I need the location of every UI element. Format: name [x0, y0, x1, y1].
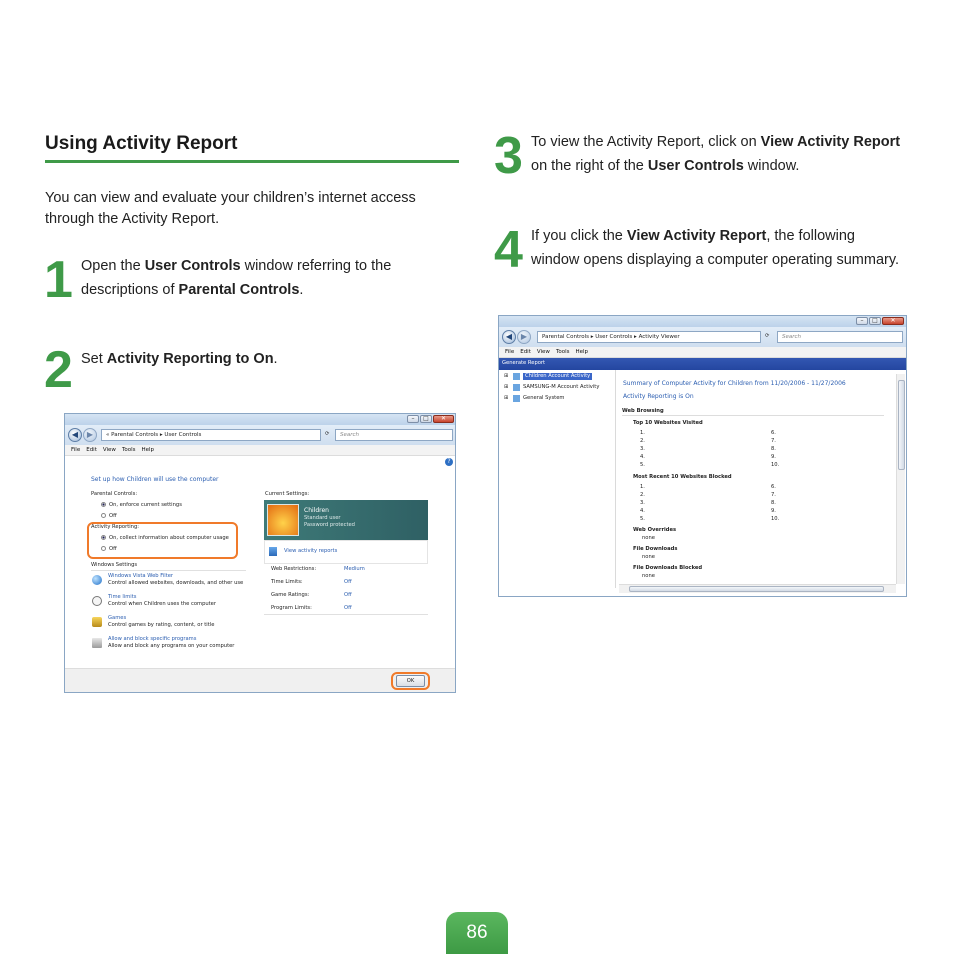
- top10-left-2: 2.: [640, 438, 645, 444]
- time-limits-desc: Control when Children uses the computer: [108, 601, 217, 607]
- web-overrides-value: none: [642, 535, 655, 541]
- section-title: Using Activity Report: [45, 133, 238, 154]
- top10-right-10: 10.: [771, 462, 780, 468]
- report-icon: [269, 547, 277, 556]
- forward-arrow-icon[interactable]: ▶: [83, 428, 97, 442]
- radio-icon[interactable]: [101, 502, 106, 507]
- summary-label-3: Program Limits:: [271, 605, 312, 611]
- tree-expander-icon[interactable]: ⊞: [504, 373, 509, 379]
- blocked-right-10: 10.: [771, 516, 780, 522]
- user-password-status: Password protected: [304, 522, 355, 528]
- parental-on-option[interactable]: On, enforce current settings: [101, 502, 182, 509]
- maximize-icon[interactable]: □: [420, 415, 432, 423]
- time-limits-link[interactable]: Time limits: [108, 594, 137, 600]
- reporting-status: Activity Reporting is On: [623, 393, 694, 400]
- top10-right-7: 7.: [771, 438, 776, 444]
- parental-controls-label: Parental Controls:: [91, 491, 138, 497]
- divider: [264, 614, 428, 615]
- section-rule: [45, 160, 459, 163]
- activity-viewer-screenshot: [498, 315, 907, 597]
- address-bar[interactable]: « Parental Controls ▸ User Controls: [101, 429, 321, 441]
- menu-file[interactable]: File: [71, 447, 81, 453]
- intro-text: You can view and evaluate your children’s internet access through the Activity Report.: [45, 190, 416, 227]
- reporting-on-option[interactable]: On, collect information about computer usage: [101, 535, 229, 542]
- reporting-off-option[interactable]: Off: [101, 546, 117, 553]
- step-3-text: To view the Activity Report, click on View Activity Report on the right of the User Controls window.: [531, 134, 901, 174]
- top10-right-9: 9.: [771, 454, 776, 460]
- summary-value-0: Medium: [344, 566, 365, 572]
- address-bar[interactable]: Parental Controls ▸ User Controls ▸ Activity Viewer: [537, 331, 761, 343]
- step-1-text: Open the User Controls window referring to the descriptions of Parental Controls.: [81, 258, 392, 298]
- back-arrow-icon[interactable]: ◀: [68, 428, 82, 442]
- tree-expander-icon[interactable]: ⊞: [504, 395, 509, 401]
- vertical-scrollbar[interactable]: [896, 374, 905, 584]
- refresh-icon[interactable]: ⟳: [765, 333, 770, 339]
- top10-left-5: 5.: [640, 462, 645, 468]
- top10-left-4: 4.: [640, 454, 645, 460]
- file-downloads-blocked-heading: File Downloads Blocked: [633, 565, 703, 571]
- scroll-thumb[interactable]: [629, 586, 884, 592]
- programs-desc: Allow and block any programs on your computer: [108, 643, 235, 649]
- blocked-right-8: 8.: [771, 500, 776, 506]
- refresh-icon[interactable]: ⟳: [325, 431, 330, 437]
- menu-tools[interactable]: Tools: [121, 447, 136, 453]
- generate-report-bar: [499, 358, 907, 370]
- address-row: [65, 425, 455, 445]
- setup-heading: Set up how Children will use the computer: [91, 476, 219, 483]
- address-row: [499, 327, 906, 347]
- generate-report-button[interactable]: Generate Report: [502, 360, 546, 366]
- blocked-heading: Most Recent 10 Websites Blocked: [633, 474, 732, 480]
- scroll-thumb[interactable]: [898, 380, 905, 470]
- pane-divider: [615, 370, 616, 588]
- back-arrow-icon[interactable]: ◀: [502, 330, 516, 344]
- step-3-number: 3: [494, 127, 521, 185]
- file-downloads-blocked-value: none: [642, 573, 655, 579]
- user-avatar: [267, 504, 299, 536]
- parental-off-option[interactable]: Off: [101, 513, 117, 520]
- minimize-icon[interactable]: –: [856, 317, 868, 325]
- blocked-left-4: 4.: [640, 508, 645, 514]
- search-input[interactable]: Search: [335, 429, 453, 441]
- summary-label-2: Game Ratings:: [271, 592, 310, 598]
- web-overrides-heading: Web Overrides: [633, 527, 677, 533]
- program-icon: [92, 638, 102, 648]
- menu-bar: [499, 347, 906, 358]
- step-1-number: 1: [44, 251, 71, 309]
- programs-link[interactable]: Allow and block specific programs: [108, 636, 197, 642]
- clock-icon: [92, 596, 102, 606]
- help-icon[interactable]: ?: [445, 458, 453, 466]
- top10-right-8: 8.: [771, 446, 776, 452]
- ok-highlight: [391, 672, 430, 690]
- search-input[interactable]: Search: [777, 331, 903, 343]
- page-number: 86: [446, 912, 508, 954]
- step-4-number: 4: [494, 221, 521, 279]
- activity-reporting-label: Activity Reporting:: [91, 524, 140, 530]
- tree-expander-icon[interactable]: ⊞: [504, 384, 509, 390]
- web-filter-desc: Control allowed websites, downloads, and other use: [108, 580, 244, 586]
- tree-item-general[interactable]: General System: [523, 395, 565, 401]
- view-activity-reports-link[interactable]: View activity reports: [284, 548, 338, 554]
- menu-bar: [65, 445, 455, 456]
- web-browsing-heading: Web Browsing: [622, 408, 664, 414]
- reporting-highlight: [87, 522, 238, 559]
- folder-icon: [513, 395, 520, 402]
- summary-value-1: Off: [344, 579, 352, 585]
- blocked-right-7: 7.: [771, 492, 776, 498]
- globe-icon: [92, 575, 102, 585]
- summary-label-1: Time Limits:: [271, 579, 303, 585]
- user-card: [264, 500, 428, 540]
- summary-label-0: Web Restrictions:: [271, 566, 317, 572]
- games-link[interactable]: Games: [108, 615, 127, 621]
- windows-settings-label: Windows Settings: [91, 562, 138, 568]
- menu-view[interactable]: View: [102, 447, 116, 453]
- menu-edit[interactable]: Edit: [520, 349, 531, 355]
- top10-heading: Top 10 Websites Visited: [633, 420, 703, 426]
- folder-icon: [513, 373, 520, 380]
- ok-button[interactable]: OK: [396, 675, 425, 687]
- web-filter-link[interactable]: Windows Vista Web Filter: [108, 573, 174, 579]
- forward-arrow-icon[interactable]: ▶: [517, 330, 531, 344]
- top10-left-1: 1.: [640, 430, 645, 436]
- menu-view[interactable]: View: [536, 349, 550, 355]
- blocked-left-2: 2.: [640, 492, 645, 498]
- user-type: Standard user: [304, 515, 341, 521]
- top10-left-3: 3.: [640, 446, 645, 452]
- report-box: [264, 540, 428, 564]
- trophy-icon: [92, 617, 102, 627]
- title-bar: [499, 316, 906, 327]
- maximize-icon[interactable]: □: [869, 317, 881, 325]
- blocked-left-5: 5.: [640, 516, 645, 522]
- folder-icon: [513, 384, 520, 391]
- menu-edit[interactable]: Edit: [86, 447, 97, 453]
- minimize-icon[interactable]: –: [407, 415, 419, 423]
- menu-file[interactable]: File: [505, 349, 515, 355]
- step-4-text: If you click the View Activity Report, the following window opens displaying a computer operating summary.: [531, 228, 900, 268]
- summary-title: Summary of Computer Activity for Children from 11/20/2006 - 11/27/2006: [623, 380, 846, 387]
- radio-icon[interactable]: [101, 513, 106, 518]
- close-icon[interactable]: ✕: [433, 415, 454, 423]
- tree-item-children[interactable]: Children Account Activity: [525, 373, 591, 379]
- close-icon[interactable]: ✕: [882, 317, 904, 325]
- menu-help[interactable]: Help: [141, 447, 155, 453]
- current-settings-label: Current Settings:: [265, 491, 310, 497]
- summary-value-3: Off: [344, 605, 352, 611]
- games-desc: Control games by rating, content, or title: [108, 622, 215, 628]
- step-2-text: Set Activity Reporting to On.: [81, 351, 278, 367]
- menu-tools[interactable]: Tools: [555, 349, 570, 355]
- title-bar: [65, 414, 455, 425]
- file-downloads-value: none: [642, 554, 655, 560]
- divider: [622, 415, 884, 416]
- top10-right-6: 6.: [771, 430, 776, 436]
- menu-help[interactable]: Help: [575, 349, 589, 355]
- blocked-left-3: 3.: [640, 500, 645, 506]
- summary-value-2: Off: [344, 592, 352, 598]
- step-2-number: 2: [44, 341, 71, 399]
- blocked-left-1: 1.: [640, 484, 645, 490]
- tree-item-samsung[interactable]: SAMSUNG-M Account Activity: [523, 384, 600, 390]
- blocked-right-9: 9.: [771, 508, 776, 514]
- user-controls-screenshot: [64, 413, 456, 693]
- file-downloads-heading: File Downloads: [633, 546, 678, 552]
- divider: [91, 570, 246, 571]
- horizontal-scrollbar[interactable]: [619, 584, 896, 593]
- user-name: Children: [304, 507, 329, 514]
- blocked-right-6: 6.: [771, 484, 776, 490]
